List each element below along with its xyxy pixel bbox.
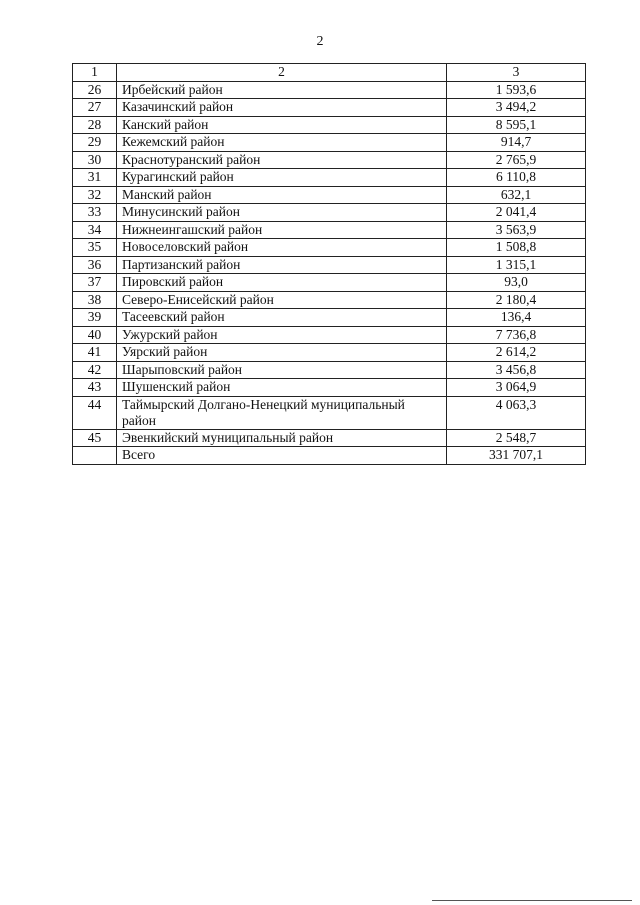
table-row xyxy=(73,309,586,327)
row-value: 3 563,9 xyxy=(447,221,586,239)
table-row xyxy=(73,169,586,187)
district-name: Таймырский Долгано-Ненецкий муниципальный район xyxy=(117,396,447,429)
row-value: 1 593,6 xyxy=(447,81,586,99)
table-row xyxy=(73,239,586,257)
row-number: 36 xyxy=(73,256,117,274)
row-value: 1 508,8 xyxy=(447,239,586,257)
row-number: 30 xyxy=(73,151,117,169)
row-value: 8 595,1 xyxy=(447,116,586,134)
row-value: 4 063,3 xyxy=(447,396,586,429)
row-number: 38 xyxy=(73,291,117,309)
row-value: 1 315,1 xyxy=(447,256,586,274)
row-number: 26 xyxy=(73,81,117,99)
district-name: Шушенский район xyxy=(117,379,447,397)
scan-edge-mark xyxy=(432,900,632,901)
district-name: Канский район xyxy=(117,116,447,134)
row-value: 3 494,2 xyxy=(447,99,586,117)
table-body xyxy=(73,64,586,465)
table-row xyxy=(73,221,586,239)
table-row xyxy=(73,134,586,152)
row-number: 45 xyxy=(73,429,117,447)
row-number: 33 xyxy=(73,204,117,222)
district-name: Тасеевский район xyxy=(117,309,447,327)
row-value: 632,1 xyxy=(447,186,586,204)
district-name: Ирбейский район xyxy=(117,81,447,99)
row-value: 3 456,8 xyxy=(447,361,586,379)
table-row xyxy=(73,256,586,274)
row-number: 27 xyxy=(73,99,117,117)
district-name: Манский район xyxy=(117,186,447,204)
row-number: 34 xyxy=(73,221,117,239)
table-row xyxy=(73,151,586,169)
district-name: Эвенкийский муниципальный район xyxy=(117,429,447,447)
district-name: Партизанский район xyxy=(117,256,447,274)
table-row xyxy=(73,204,586,222)
row-number: 29 xyxy=(73,134,117,152)
district-name: Нижнеингашский район xyxy=(117,221,447,239)
row-number: 39 xyxy=(73,309,117,327)
total-number xyxy=(73,447,117,465)
table-row xyxy=(73,99,586,117)
row-value: 93,0 xyxy=(447,274,586,292)
table-row xyxy=(73,361,586,379)
row-number: 42 xyxy=(73,361,117,379)
row-value: 136,4 xyxy=(447,309,586,327)
row-number: 37 xyxy=(73,274,117,292)
district-name: Краснотуранский район xyxy=(117,151,447,169)
table-row xyxy=(73,396,586,429)
table-row xyxy=(73,429,586,447)
table-row xyxy=(73,291,586,309)
row-value: 2 548,7 xyxy=(447,429,586,447)
row-value: 6 110,8 xyxy=(447,169,586,187)
table-total-row xyxy=(73,447,586,465)
row-number: 32 xyxy=(73,186,117,204)
row-number: 31 xyxy=(73,169,117,187)
district-name: Ужурский район xyxy=(117,326,447,344)
row-value: 3 064,9 xyxy=(447,379,586,397)
table-row xyxy=(73,379,586,397)
table-header-row xyxy=(73,64,586,82)
table-row xyxy=(73,186,586,204)
header-cell-value: 3 xyxy=(447,64,586,82)
header-cell-name: 2 xyxy=(117,64,447,82)
row-value: 914,7 xyxy=(447,134,586,152)
row-number: 28 xyxy=(73,116,117,134)
district-name: Кежемский район xyxy=(117,134,447,152)
row-number: 35 xyxy=(73,239,117,257)
district-name: Курагинский район xyxy=(117,169,447,187)
row-value: 2 041,4 xyxy=(447,204,586,222)
total-value: 331 707,1 xyxy=(447,447,586,465)
row-number: 43 xyxy=(73,379,117,397)
header-cell-num: 1 xyxy=(73,64,117,82)
district-name: Шарыповский район xyxy=(117,361,447,379)
total-label: Всего xyxy=(117,447,447,465)
row-number: 41 xyxy=(73,344,117,362)
table-row xyxy=(73,81,586,99)
row-number: 44 xyxy=(73,396,117,429)
row-value: 2 765,9 xyxy=(447,151,586,169)
district-name: Минусинский район xyxy=(117,204,447,222)
table-row xyxy=(73,326,586,344)
district-name: Северо-Енисейский район xyxy=(117,291,447,309)
page-number: 2 xyxy=(316,34,324,49)
district-name: Казачинский район xyxy=(117,99,447,117)
row-number: 40 xyxy=(73,326,117,344)
row-value: 7 736,8 xyxy=(447,326,586,344)
table-row xyxy=(73,344,586,362)
district-name: Уярский район xyxy=(117,344,447,362)
district-name: Новоселовский район xyxy=(117,239,447,257)
data-table xyxy=(72,63,586,465)
table-row xyxy=(73,116,586,134)
district-name: Пировский район xyxy=(117,274,447,292)
row-value: 2 180,4 xyxy=(447,291,586,309)
row-value: 2 614,2 xyxy=(447,344,586,362)
table-row xyxy=(73,274,586,292)
